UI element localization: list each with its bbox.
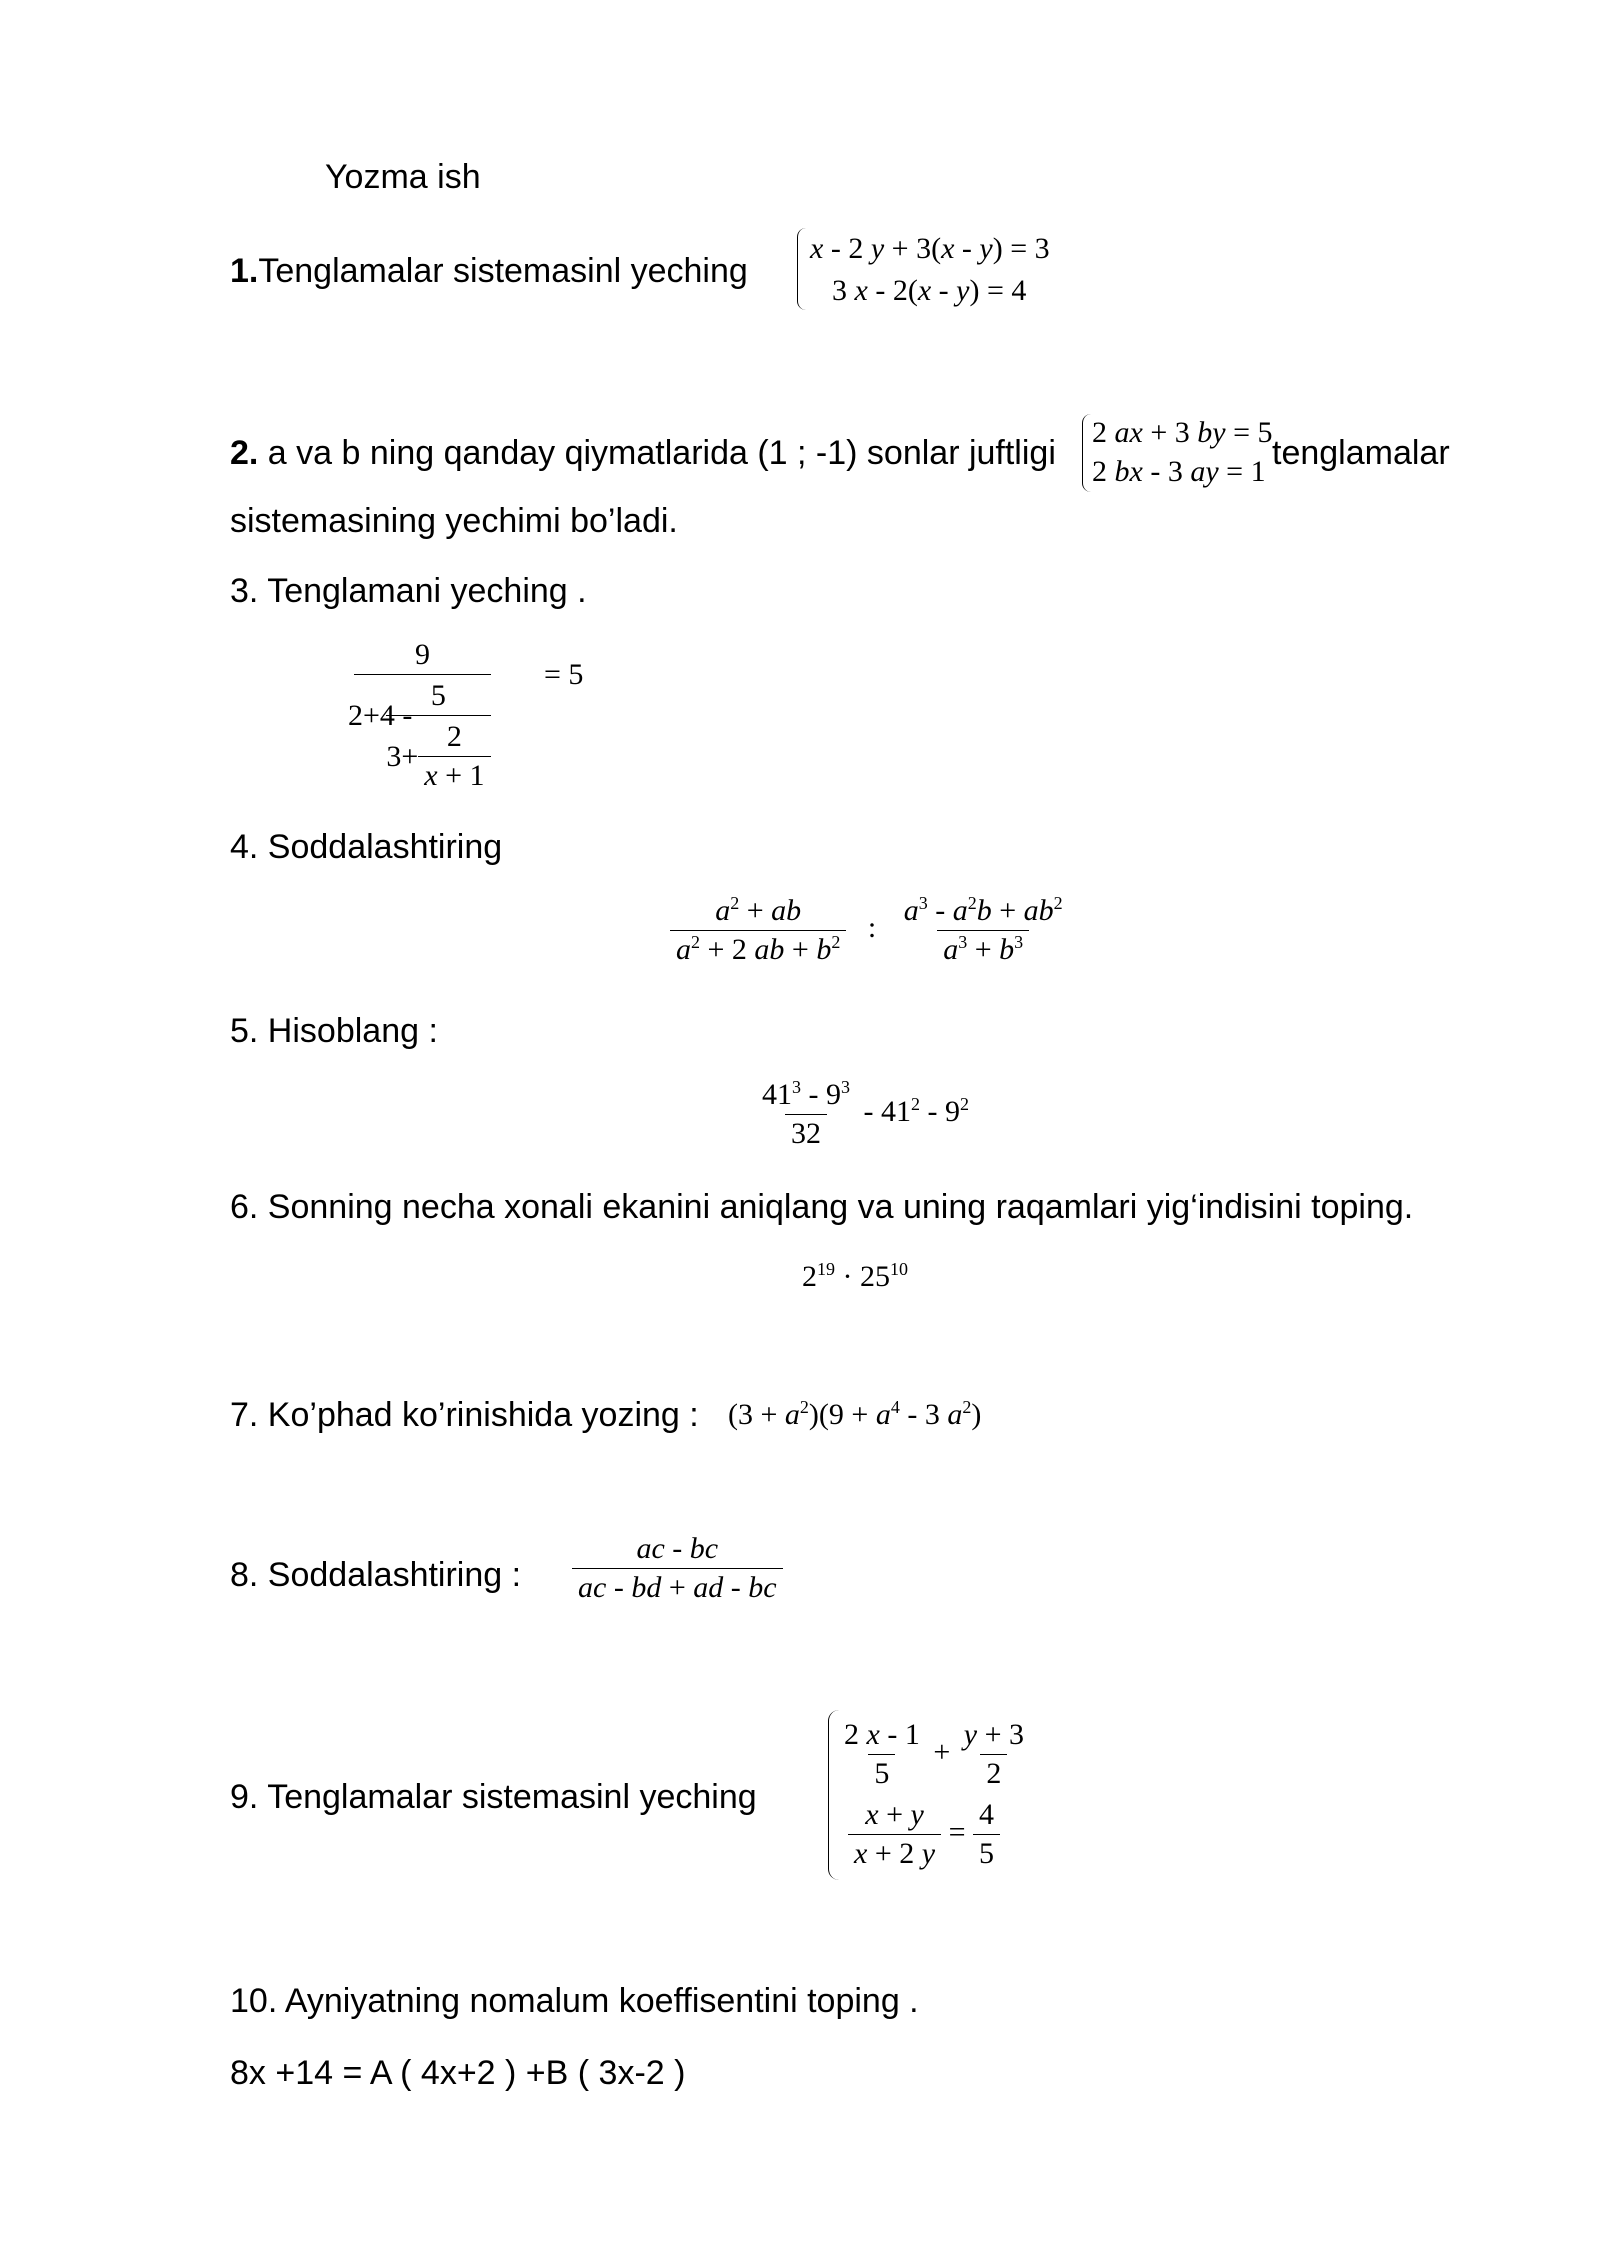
problem-6-expression: $2^{19} \cdot 25^{10}$ — [802, 1259, 908, 1293]
problem-1-equation-2: 3 x - 2(x - y) = 4 — [832, 274, 1027, 307]
problem-2-after: tenglamalar — [1272, 434, 1450, 472]
problem-7: 7. Ko’phad ko’rinishida yozing : — [230, 1396, 699, 1434]
problem-1-text: Tenglamalar sistemasinl yeching — [258, 252, 748, 290]
problem-2-text: a va b ning qanday qiymatlarida (1 ; -1) sonlar juftligi — [258, 434, 1056, 472]
problem-7-expression: $(3 + a^2)(9 + a^4 - 3$ $a^2$) — [728, 1397, 982, 1431]
problem-4-expression: $\frac{a^2 + ab}{a^2 + 2 ab + b^2}$ : $\frac{a^3 - a^2b + ab^2}{a^3 + b^3}$ — [670, 896, 1069, 965]
problem-10: 10. Ayniyatning nomalum koeffisentini toping . — [230, 1982, 919, 2020]
problem-1-number: 1. — [230, 252, 259, 290]
problem-4: 4. Soddalashtiring — [230, 828, 503, 866]
problem-1-equation-1: x - 2 y + 3(x - y) = 3 — [810, 232, 1050, 265]
problem-2-system-brace — [1082, 414, 1091, 492]
problem-1-system-brace — [797, 228, 806, 310]
page-title: Yozma ish — [325, 158, 481, 196]
problem-2-number: 2. — [230, 434, 259, 472]
problem-2 — [230, 436, 1056, 470]
problem-3-equals-5: = 5 — [544, 658, 584, 691]
problem-5: 5. Hisoblang : — [230, 1012, 438, 1050]
problem-2-line-2: sistemasining yechimi bo’ladi. — [230, 502, 678, 540]
problem-1 — [230, 254, 748, 288]
problem-3-equation: 2+4 - 9 5 3+ $\frac{2}{x + 1}$ — [348, 640, 491, 791]
problem-6: 6. Sonning necha xonali ekanini aniqlang va uning raqamlari yig‘indisini toping. — [230, 1188, 1414, 1226]
problem-3: 3. Tenglamani yeching . — [230, 572, 587, 610]
problem-8: 8. Soddalashtiring : — [230, 1556, 522, 1594]
problem-2-equation-1: 2 ax + 3 by = 5 — [1092, 416, 1273, 449]
problem-5-expression: $\frac{41^3 - 9^3}{32}$ - $41^2 - 9^2$ — [762, 1077, 969, 1150]
problem-2-equation-2: 2 bx - 3 ay = 1 — [1092, 455, 1266, 488]
problem-10-identity: 8x +14 = A ( 4x+2 ) +B ( 3x-2 ) — [230, 2054, 686, 2092]
problem-9: 9. Tenglamalar sistemasinl yeching — [230, 1778, 757, 1816]
problem-9-equation-2: $\frac{x + y}{x + 2 y}$ = $\frac{4}{5}$ — [848, 1800, 1000, 1869]
problem-8-expression: $\frac{ac - bc}{ac - bd + ad - bc}$ — [572, 1534, 783, 1603]
problem-9-equation-1: $\frac{2 x - 1}{5}$ + $\frac{y + 3}{2}$ — [844, 1718, 1024, 1790]
